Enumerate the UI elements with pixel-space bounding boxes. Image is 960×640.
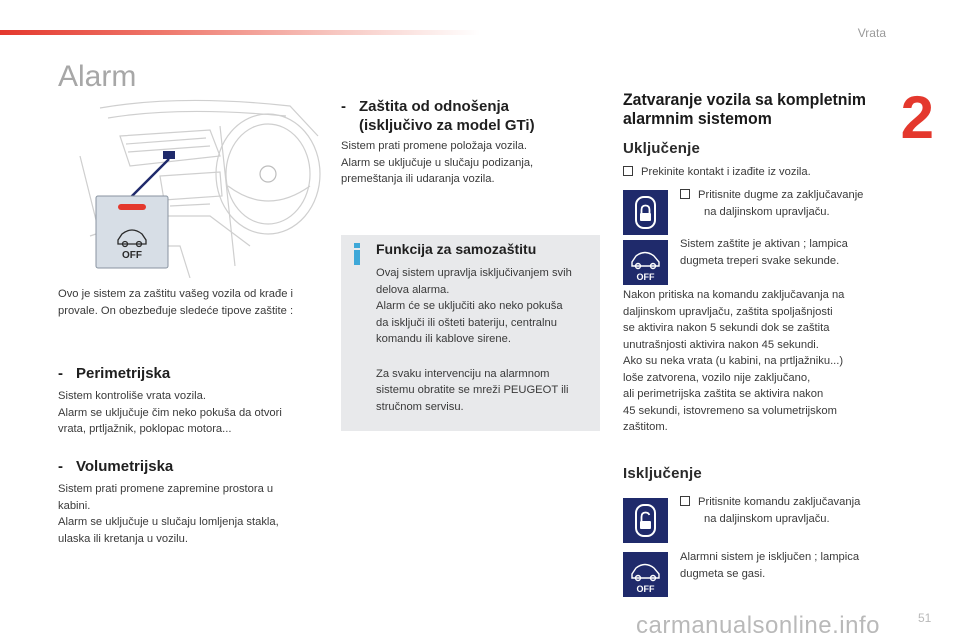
heading-dash: - <box>58 365 63 382</box>
volumetrijska-title: Volumetrijska <box>76 458 174 475</box>
text-line: Alarm se uključuje u slučaju podizanja, <box>341 156 534 169</box>
locking-heading <box>623 91 866 129</box>
intro-text <box>58 286 328 319</box>
text-line: sistemu obratite se mreži PEUGEOT ili <box>376 384 569 396</box>
step-pritisnite-lock <box>680 187 863 220</box>
text-line: zaštitom. <box>623 421 668 433</box>
text-line: kabini. <box>58 499 91 512</box>
step-text: Pritisnite komandu zaključavanja <box>698 496 861 508</box>
step-text: Pritisnite dugme za zaključavanje <box>698 189 864 201</box>
step-prekinite <box>623 164 811 181</box>
zastita-heading <box>341 97 535 135</box>
text-line: Alarm se uključuje čim neko pokuša da otvori <box>58 406 282 419</box>
step-text: na daljinskom upravljaču. <box>704 512 830 525</box>
volumetrijska-text <box>58 481 328 547</box>
page-number: 51 <box>918 611 932 625</box>
text-line: premeštanja ili udaranja vozila. <box>341 173 495 185</box>
alarm-off-icon <box>623 240 668 285</box>
text-line: ali perimetrijska zaštita se aktivira nakon <box>623 388 824 400</box>
text-line: Ovaj sistem upravlja isključivanjem svih <box>376 267 572 279</box>
text-line: 45 sekundi, istovremeno sa volumetrijskom <box>623 404 837 417</box>
zastita-text <box>341 138 591 188</box>
info-icon <box>350 243 364 265</box>
text-line: Alarm se uključuje u slučaju lomljenja stakla, <box>58 516 279 528</box>
text-line: Za svaku intervenciju na alarmnom <box>376 367 550 380</box>
perimetrijska-text <box>58 388 328 438</box>
info-box-title: Funkcija za samozaštitu <box>376 241 537 257</box>
text-line: Ako su neka vrata (u kabini, na prtljažniku...) <box>623 355 844 367</box>
intro-line: provale. On obezbeđuje sledeće tipove zaštite : <box>58 304 294 317</box>
text-line: se aktivira nakon 5 sekundi dok se zaštita <box>623 322 830 334</box>
unlock-key-icon <box>623 498 668 543</box>
chapter-number: 2 <box>900 84 934 151</box>
volumetrijska-heading <box>58 458 173 475</box>
info-box-text <box>376 265 596 415</box>
illustration-off-label: OFF <box>122 250 142 261</box>
watermark: carmanualsonline.info <box>636 612 880 639</box>
zastita-title-line2: (isključivo za model GTi) <box>359 117 535 134</box>
step-text: Prekinite kontakt i izađite iz vozila. <box>641 166 811 178</box>
locking-explanation <box>623 287 893 436</box>
checkbox-bullet-icon <box>680 189 690 199</box>
text-line: Sistem prati promene zapremine prostora u <box>58 483 274 495</box>
locking-title-line2: alarmnim sistemom <box>623 110 772 128</box>
text-line: loše zatvorena, vozilo nije zaključano, <box>623 371 811 384</box>
text-line: delova alarma. <box>376 283 450 296</box>
text-line: Sistem kontroliše vrata vozila. <box>58 390 206 402</box>
off-label: OFF <box>636 272 655 282</box>
text-line: unutrašnjosti aktivira nakon 45 sekundi. <box>623 338 819 351</box>
checkbox-bullet-icon <box>623 166 633 176</box>
iskljucenje-heading: Isključenje <box>623 465 702 482</box>
step-pritisnite-unlock <box>680 494 860 527</box>
text-line: Alarm će se uključiti ako neko pokuša <box>376 300 563 312</box>
alarm-off-icon <box>623 552 668 597</box>
status-text: Sistem zaštite je aktivan ; lampica <box>680 238 848 250</box>
intro-line: Ovo je sistem za zaštitu vašeg vozila od krađe i <box>58 288 294 300</box>
perimetrijska-title: Perimetrijska <box>76 365 171 382</box>
text-line: Sistem prati promene položaja vozila. <box>341 140 527 152</box>
page-title: Alarm <box>58 60 137 93</box>
dashboard-drawing <box>60 96 322 278</box>
text-line: komandu ili kablove sirene. <box>376 333 511 345</box>
text-line: da isključi ili ošteti bateriju, centralnu <box>376 316 557 329</box>
status-deactivated <box>680 549 859 582</box>
zastita-title-line1: Zaštita od odnošenja <box>359 98 510 115</box>
step-text: na daljinskom upravljaču. <box>704 205 830 218</box>
status-text: Alarmni sistem je isključen ; lampica <box>680 551 860 563</box>
dashboard-illustration <box>60 96 322 278</box>
perimetrijska-heading <box>58 365 170 382</box>
status-text: dugmeta se gasi. <box>680 567 766 580</box>
off-label: OFF <box>636 584 655 594</box>
lock-key-icon <box>623 190 668 235</box>
heading-dash: - <box>58 458 63 475</box>
section-name: Vrata <box>857 26 886 40</box>
heading-dash: - <box>341 98 346 115</box>
ukljucenje-heading: Uključenje <box>623 140 701 157</box>
text-line: Nakon pritiska na komandu zaključavanja na <box>623 289 845 301</box>
text-line: daljinskom upravljaču, zaštita spoljašnjosti <box>623 305 833 318</box>
text-line: stručnom servisu. <box>376 400 464 413</box>
header-accent-bar <box>0 30 480 35</box>
text-line: vrata, prtljažnik, poklopac motora... <box>58 423 232 435</box>
status-text: dugmeta treperi svake sekunde. <box>680 254 840 267</box>
checkbox-bullet-icon <box>680 496 690 506</box>
locking-title-line1: Zatvaranje vozila sa kompletnim <box>623 91 866 109</box>
status-active <box>680 236 848 269</box>
text-line: ulaska ili kretanja u vozilu. <box>58 532 188 545</box>
